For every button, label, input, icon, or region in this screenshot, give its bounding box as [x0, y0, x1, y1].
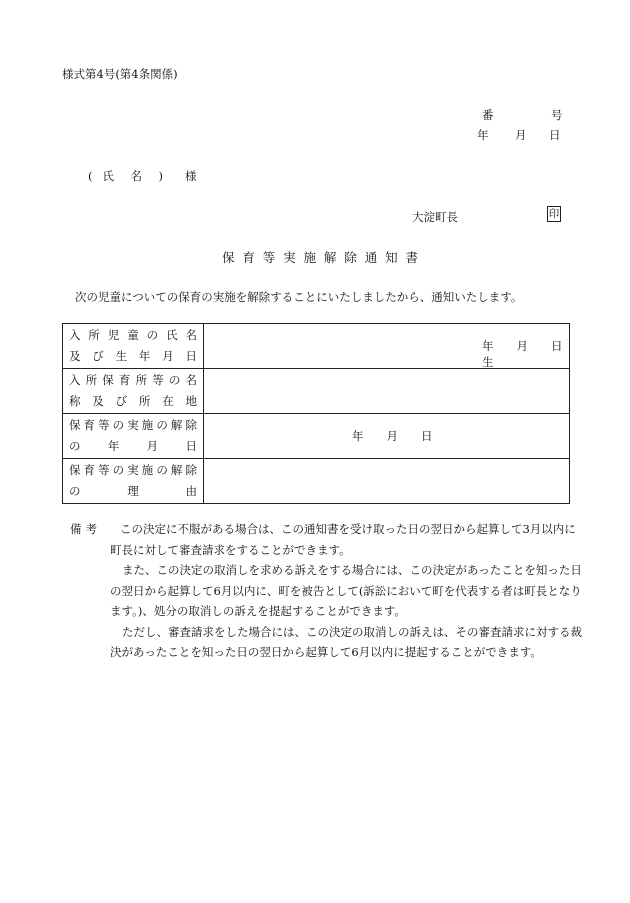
cancellation-date-value: 年 月 日 [352, 429, 433, 443]
table-row [63, 414, 570, 459]
facility-name-address-field[interactable] [204, 369, 570, 414]
remarks-line: 決があったことを知った日の翌日から起算して6月以内に提起することができます。 [110, 645, 542, 659]
label-line: 入所児童の氏名 [69, 328, 197, 342]
label-line: の 年 月 日 [69, 439, 197, 453]
remarks-section [70, 519, 590, 663]
document-number-suffix: 号 [551, 108, 563, 122]
table-row [63, 324, 570, 369]
addressee-name-placeholder: ( 氏 名 ) [88, 169, 163, 183]
label-line: 入所保育所等の名 [69, 373, 197, 387]
intro-text: 次の児童についての保育の実施を解除することにいたしましたから、通知いたします。 [75, 290, 523, 304]
addressee [88, 168, 197, 184]
issuer-title: 大淀町長 [412, 210, 458, 224]
issue-date-month: 月 [515, 128, 527, 142]
document-number-label: 番 [482, 108, 494, 122]
remarks-para-1 [70, 519, 590, 540]
label-line: 保育等の実施の解除 [69, 418, 197, 432]
table-row [63, 459, 570, 504]
remarks-line: ます。)、処分の取消しの訴えを提起することができます。 [110, 604, 406, 618]
notice-table [62, 323, 570, 504]
remarks-line: この決定に不服がある場合は、この通知書を受け取った日の翌日から起算して3月以内に [120, 522, 576, 536]
addressee-honorific: 様 [185, 169, 197, 183]
seal-mark: 印 [548, 208, 560, 220]
cancellation-reason-field[interactable] [204, 459, 570, 504]
remarks-line: の翌日から起算して6月以内に、町を被告として(訴訟において町を代表する者は町長となり [110, 583, 582, 598]
form-number: 様式第4号(第4条関係) [62, 67, 178, 81]
child-name-birthdate-field[interactable] [204, 324, 570, 369]
table-row-label [63, 459, 204, 504]
issue-date-day: 日 [549, 128, 561, 142]
label-line: 保育等の実施の解除 [69, 463, 197, 477]
issue-date-year: 年 [477, 128, 489, 142]
table-row-label [63, 414, 204, 459]
table-row-label [63, 324, 204, 369]
remarks-line: ただし、審査請求をした場合には、この決定の取消しの訴えは、その審査請求に対する裁 [122, 624, 582, 639]
table-row-label [63, 369, 204, 414]
remarks-heading: 備考 [70, 522, 101, 536]
cancellation-date-field[interactable] [204, 414, 570, 459]
label-line: の 理 由 [69, 484, 197, 498]
table-row [63, 369, 570, 414]
birthdate-suffix: 年 月 日生 [482, 339, 563, 369]
document-title: 保育等実施解除通知書 [222, 250, 418, 265]
remarks-line: また、この決定の取消しを求める訴えをする場合には、この決定があったことを知った日 [122, 563, 582, 577]
label-line: 及び生年月日 [69, 349, 197, 363]
remarks-line: 町長に対して審査請求をすることができます。 [110, 542, 351, 557]
label-line: 称及び所在地 [69, 394, 197, 408]
